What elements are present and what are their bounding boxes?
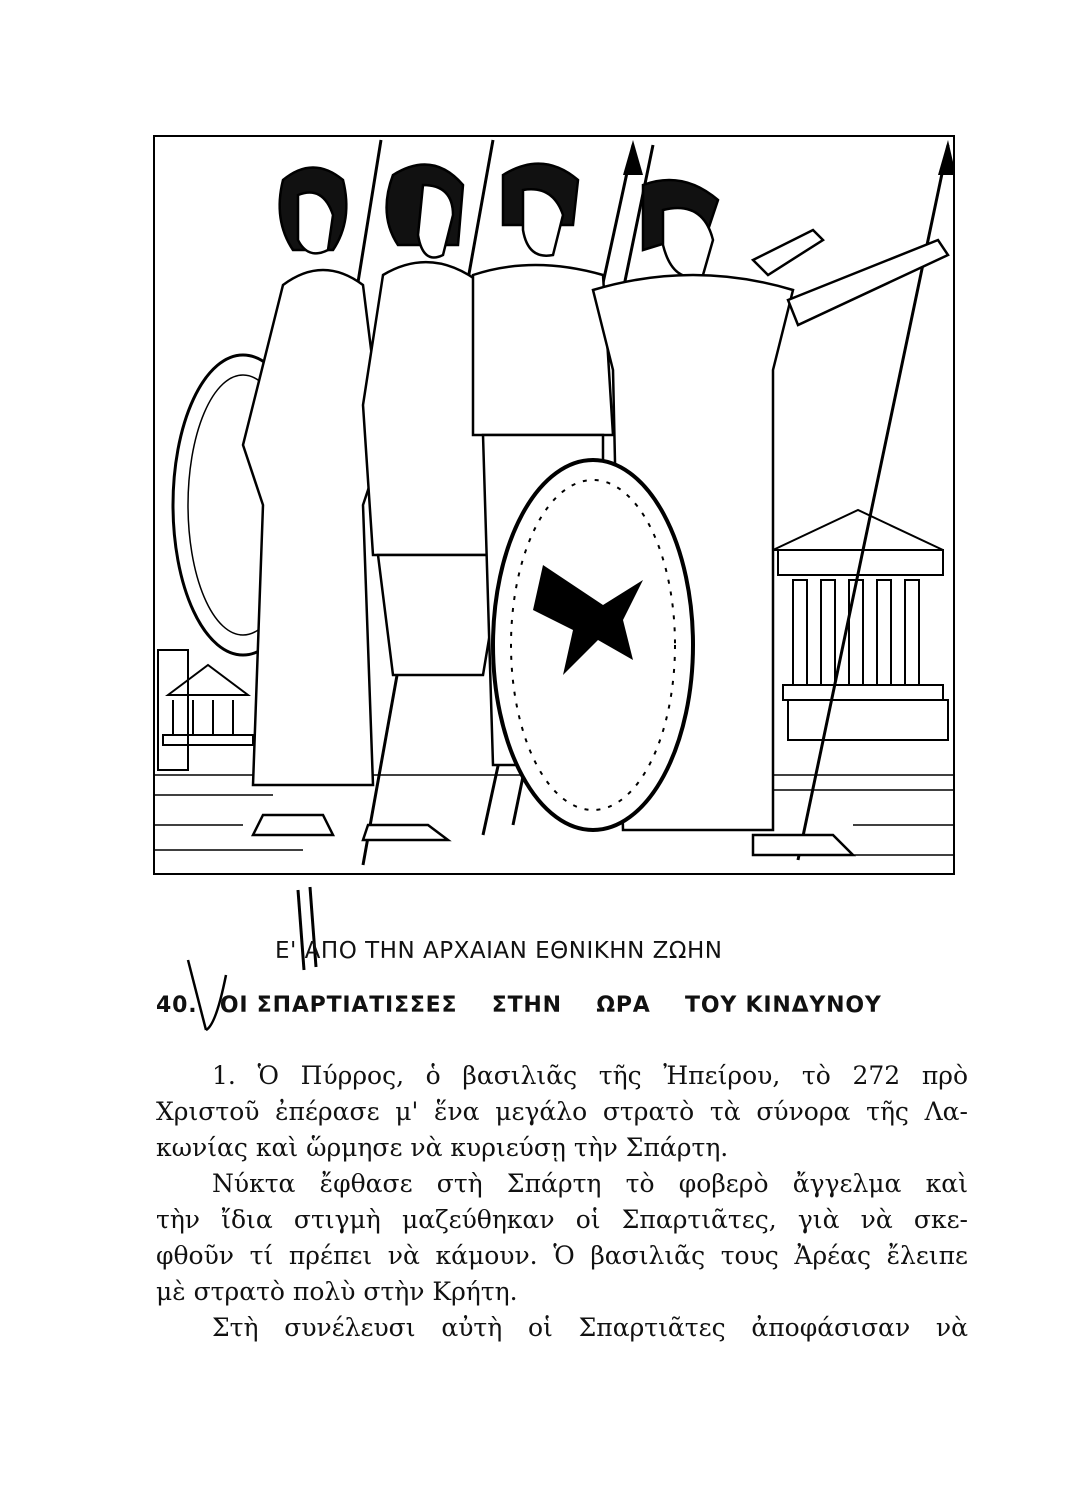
chapter-title-word: ΩΡΑ: [596, 993, 651, 1018]
chapter-title-word: ΤΟΥ ΚΙΝΔΥΝΟΥ: [685, 993, 882, 1018]
text-line: τὴν ἴδια στιγμὴ μαζεύθηκαν οἱ Σπαρτιᾶτες, γιὰ νὰ σκε-: [156, 1205, 968, 1234]
section-heading-text: ΑΠΟ ΤΗΝ ΑΡΧΑΙΑΝ ΕΘΝΙΚΗΝ ΖΩΗΝ: [304, 938, 723, 964]
chapter-title: [156, 993, 956, 1018]
text-line: Νύκτα ἔφθασε στὴ Σπάρτη τὸ φοβερὸ ἄγγελμα καὶ: [212, 1169, 968, 1198]
chapter-title-word: ΟΙ ΣΠΑΡΤΙΑΤΙΣΣΕΣ: [219, 993, 458, 1018]
text-line: φθοῦν τί πρέπει νὰ κάμουν. Ὁ βασιλιᾶς τους Ἀρέας ἔλειπε: [156, 1241, 968, 1270]
text-line: 1. Ὁ Πύρρος, ὁ βασιλιᾶς τῆς Ἠπείρου, τὸ 272 πρὸ: [212, 1061, 968, 1090]
section-heading-label: Ε': [275, 938, 297, 964]
illustration: [153, 135, 955, 875]
chapter-title-word: ΣΤΗΝ: [491, 993, 562, 1018]
text-line: κωνίας καὶ ὥρμησε νὰ κυριεύσῃ τὴν Σπάρτη.: [156, 1133, 729, 1162]
text-line: Στὴ συνέλευσι αὐτὴ οἱ Σπαρτιᾶτες ἀποφάσισαν νὰ: [212, 1313, 968, 1342]
chapter-number: 40.: [156, 993, 198, 1018]
text-line: Χριστοῦ ἐπέρασε μ' ἕνα μεγάλο στρατὸ τὰ σύνορα τῆς Λα-: [156, 1097, 968, 1126]
handwritten-mark-icon: [170, 885, 340, 1045]
text-line: μὲ στρατὸ πολὺ στὴν Κρήτη.: [156, 1277, 518, 1306]
spartan-women-illustration-icon: [153, 135, 955, 875]
section-heading: [275, 938, 875, 964]
body-text: [156, 1058, 968, 1346]
